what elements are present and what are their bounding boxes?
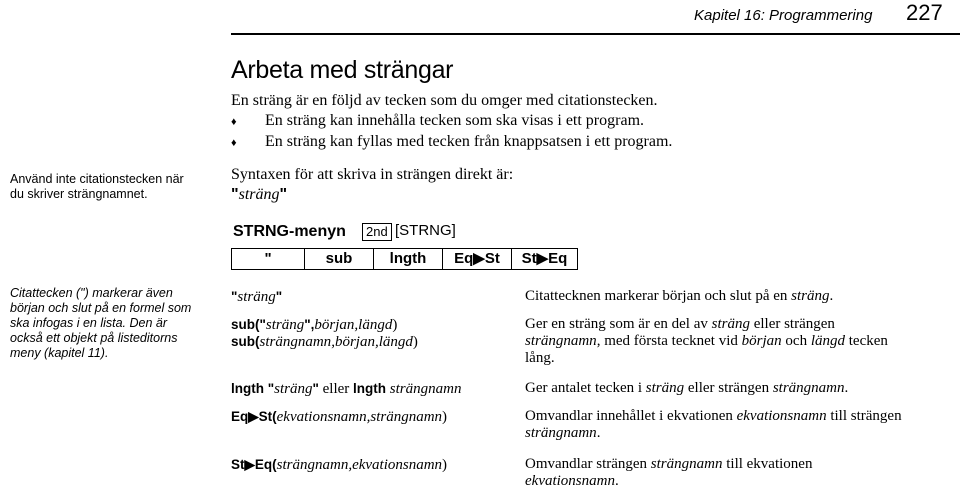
syntax-steq: St▶Eq(strängnamn,ekvationsnamn) bbox=[231, 457, 448, 473]
diamond-bullet-icon: ♦ bbox=[231, 137, 237, 149]
syntax-lngth: lngth "sträng" eller lngth strängnamn bbox=[231, 381, 462, 397]
intro-text: En sträng är en följd av tecken som du omger med citationstecken. bbox=[231, 92, 658, 109]
desc-steq: Omvandlar strängen strängnamn till ekvationen ekvationsnamn. bbox=[525, 456, 813, 489]
header-rule bbox=[231, 33, 960, 35]
menu-item-sub[interactable]: sub bbox=[305, 249, 374, 269]
menu-item-steq[interactable]: St▶Eq bbox=[521, 250, 568, 267]
desc-quote: Citattecknen markerar början och slut på en sträng. bbox=[525, 288, 834, 304]
bullet-item bbox=[231, 111, 644, 132]
desc-lngth: Ger antalet tecken i sträng eller strängen strängnamn. bbox=[525, 380, 849, 396]
strng-menu-bar bbox=[231, 248, 578, 270]
menu-name: STRNG-menyn bbox=[233, 223, 346, 240]
section-title: Arbeta med strängar bbox=[231, 56, 454, 84]
menu-item-quote[interactable]: " bbox=[232, 249, 305, 269]
syntax-sub-name: sub(strängnamn,början,längd) bbox=[231, 334, 418, 350]
menu-item-lngth[interactable]: lngth bbox=[374, 249, 443, 269]
desc-eqst: Omvandlar innehållet i ekvationen ekvationsnamn till strängen strängnamn. bbox=[525, 408, 902, 441]
syntax-example: "sträng" bbox=[231, 186, 288, 203]
desc-sub: Ger en sträng som är en del av sträng eller strängen strängnamn, med första tecknet vid början och längd tecken lång. bbox=[525, 316, 888, 366]
menu-item-eqst[interactable]: Eq▶St bbox=[443, 249, 512, 269]
syntax-sub-string: sub("sträng",början,längd) bbox=[231, 317, 398, 333]
syntax-line: Syntaxen för att skriva in strängen direkt är: bbox=[231, 166, 514, 183]
bullet-text: En sträng kan fyllas med tecken från knappsatsen i ett program. bbox=[265, 133, 673, 150]
page-number: 227 bbox=[906, 0, 943, 25]
syntax-quote: "sträng" bbox=[231, 289, 283, 305]
chapter-header: Kapitel 16: Programmering bbox=[694, 7, 873, 24]
bullet-text: En sträng kan innehålla tecken som ska visas i ett program. bbox=[265, 112, 645, 129]
key-2nd: 2nd bbox=[362, 223, 392, 241]
bullet-item bbox=[231, 132, 672, 153]
diamond-bullet-icon: ♦ bbox=[231, 116, 237, 128]
margin-note-quotes: Använd inte citationstecken när du skriver strängnamnet. bbox=[10, 172, 184, 201]
key-strng: [STRNG] bbox=[395, 222, 456, 239]
syntax-eqst: Eq▶St(ekvationsnamn,strängnamn) bbox=[231, 409, 448, 425]
margin-note-citation: Citattecken (") markerar även början och slut på en formel som ska infogas i en lista. Den är också ett objekt på listeditorns meny (kapitel 11). bbox=[10, 286, 192, 360]
